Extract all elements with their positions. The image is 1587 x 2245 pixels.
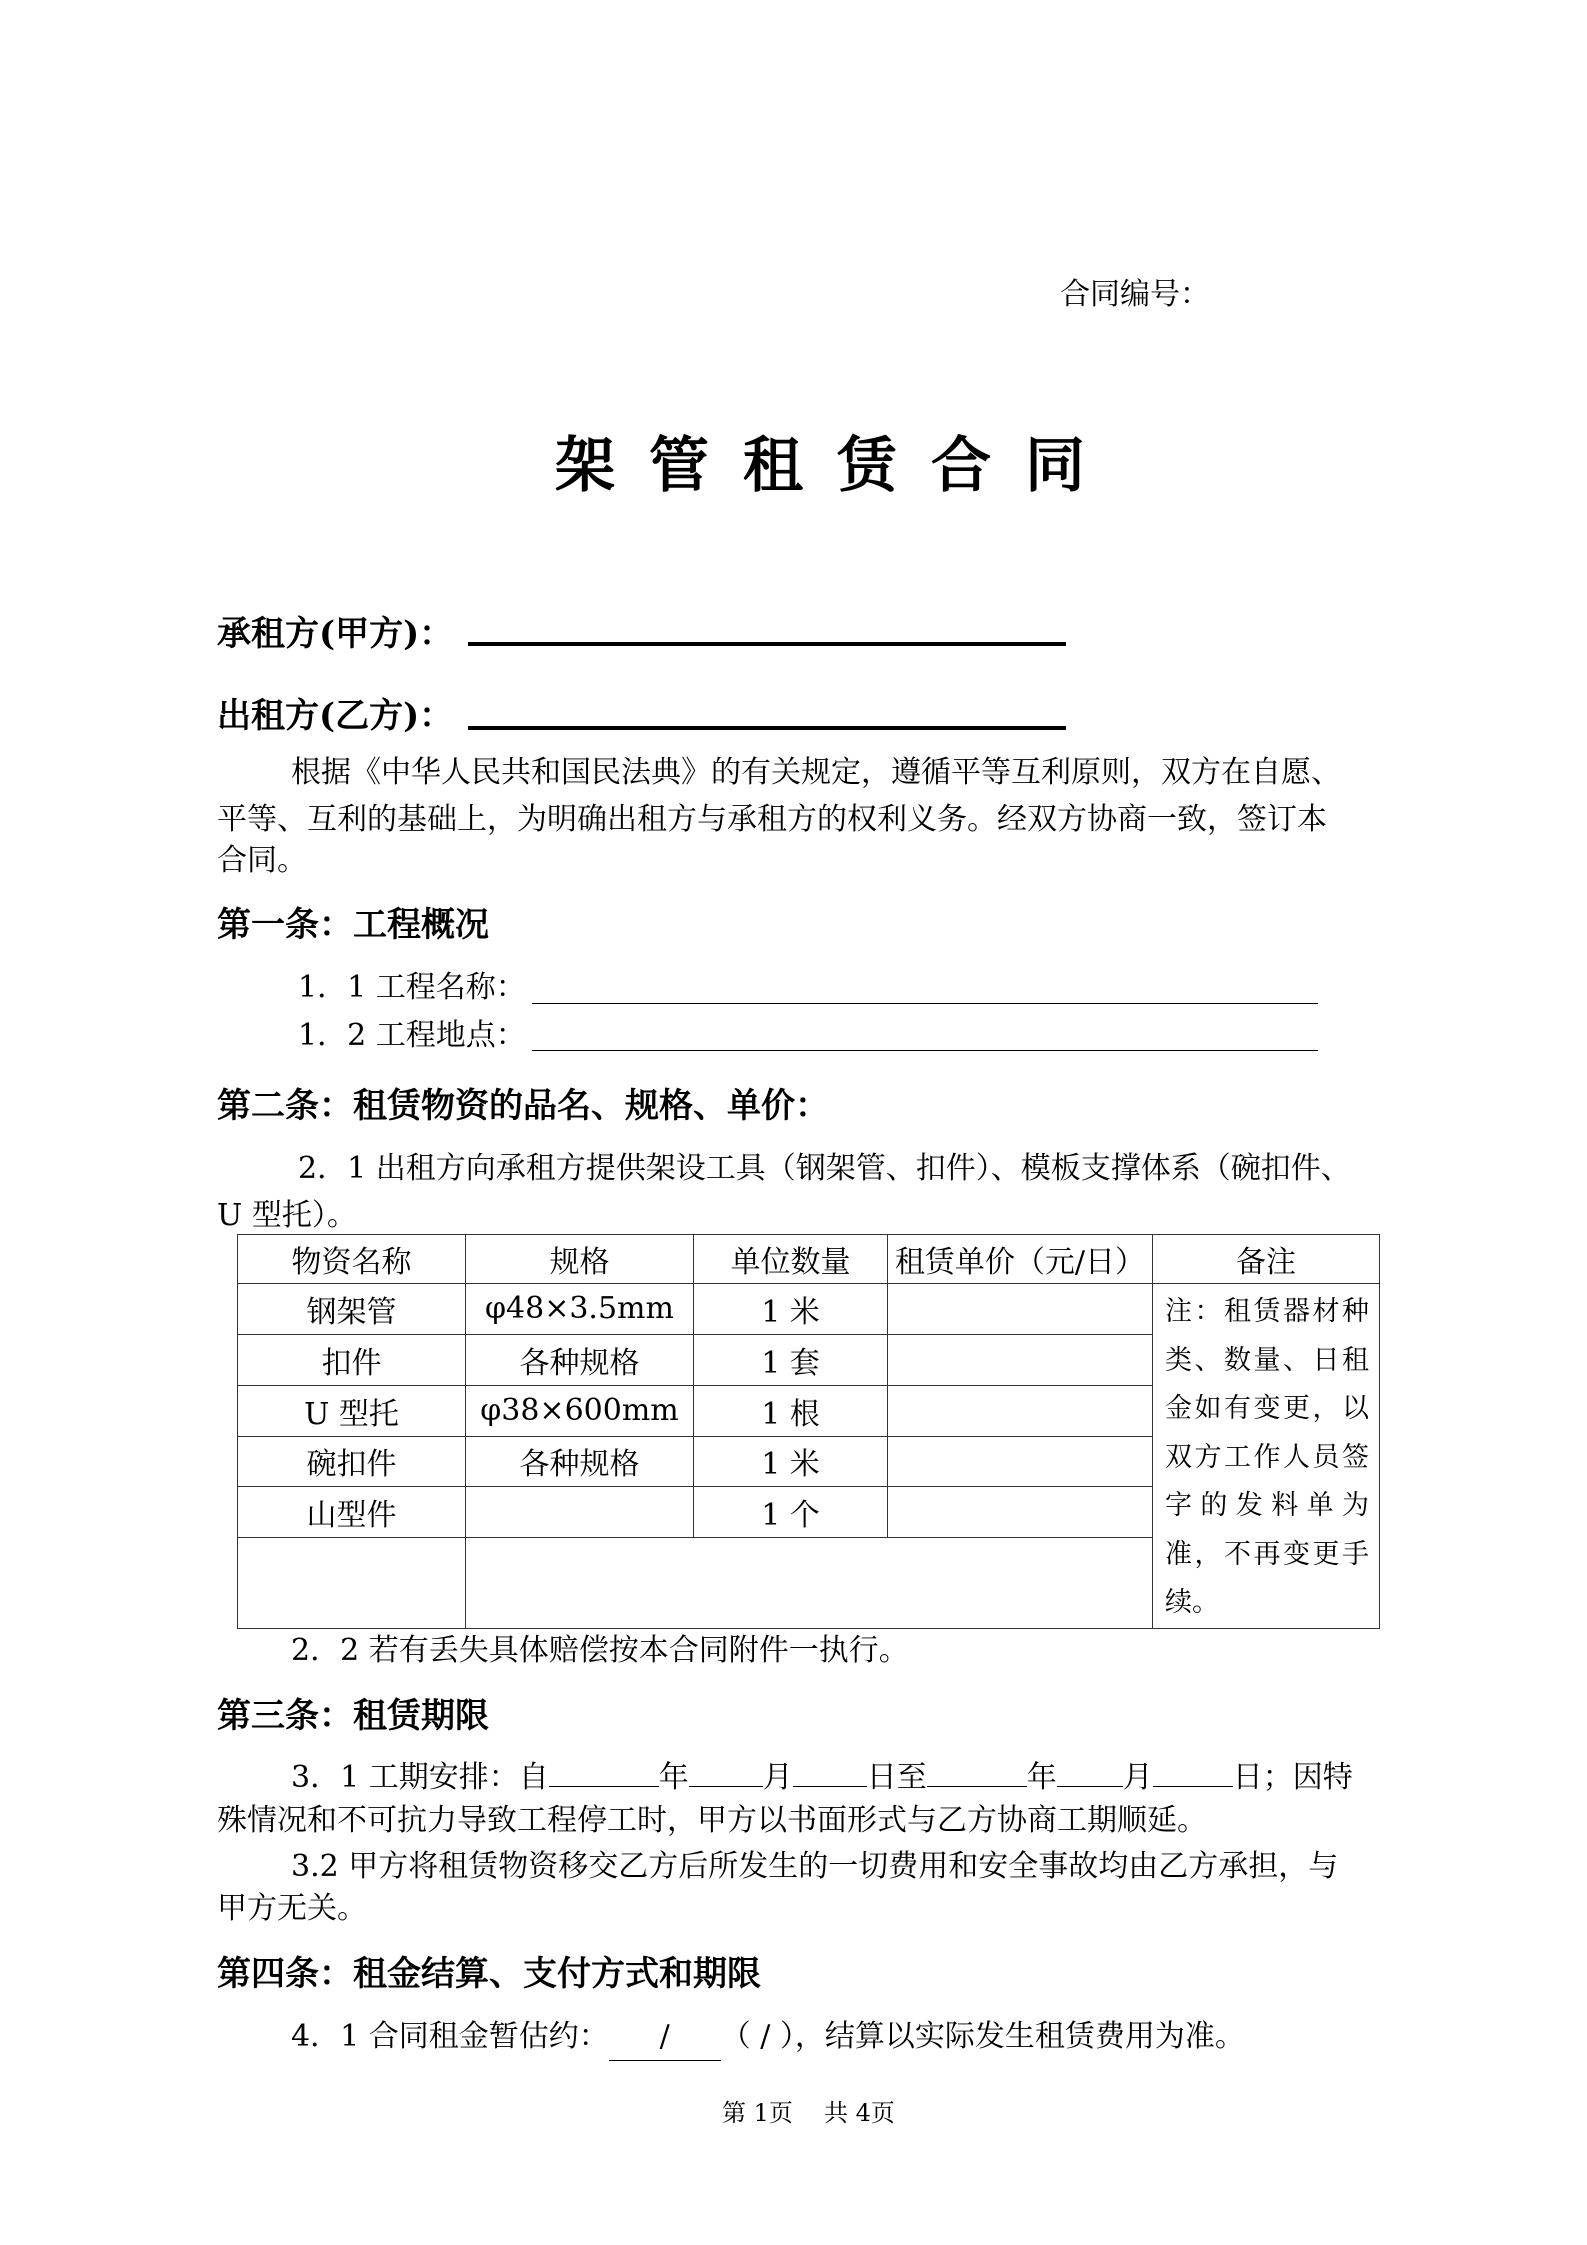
cell-unit: 1 米: [694, 1284, 888, 1335]
header-unit: 单位数量: [694, 1235, 888, 1284]
cell-empty-merged[interactable]: [466, 1538, 1153, 1628]
cell-unit-price[interactable]: [888, 1436, 1153, 1487]
cell-spec: 各种规格: [466, 1334, 694, 1385]
period-prefix: 3．1 工期安排：自: [291, 1760, 549, 1795]
rent-estimate-paren[interactable]: （ / ）: [720, 2019, 795, 2054]
intro-line-3: 合同。: [217, 843, 307, 878]
lessor-label: 出租方(乙方)：: [217, 696, 454, 736]
start-month-label: 月: [762, 1760, 793, 1795]
cell-spec: 各种规格: [466, 1436, 694, 1487]
project-name-blank[interactable]: [532, 1003, 1318, 1004]
header-spec: 规格: [466, 1235, 694, 1284]
table-row: [238, 1284, 1380, 1335]
article-3-item-2-line-2: 甲方无关。: [217, 1891, 367, 1926]
contract-number-label: 合同编号：: [1060, 277, 1210, 312]
start-year-label: 年: [658, 1760, 689, 1795]
cell-unit: 1 套: [694, 1334, 888, 1385]
cell-unit-price[interactable]: [888, 1334, 1153, 1385]
intro-line-1: 根据《中华人民共和国民法典》的有关规定，遵循平等互利原则，双方在自愿、: [291, 755, 1341, 790]
cell-spec[interactable]: [466, 1487, 694, 1538]
rent-estimate-prefix: 4．1 合同租金暂估约：: [291, 2019, 609, 2054]
cell-unit-price[interactable]: [888, 1385, 1153, 1436]
article-3-item-1-line-1: [291, 1755, 1353, 1801]
article-3-item-1-line-2: 殊情况和不可抗力导致工程停工时，甲方以书面形式与乙方协商工期顺延。: [217, 1803, 1207, 1838]
article-2-heading: 第二条：租赁物资的品名、规格、单价：: [217, 1086, 829, 1126]
start-month-blank[interactable]: [689, 1756, 763, 1787]
header-goods-name: 物资名称: [238, 1235, 466, 1284]
remarks-note: 注：租赁器材种类、数量、日租金如有变更，以双方工作人员签字的发料单为准，不再变更手续。: [1153, 1284, 1380, 1629]
header-unit-price: 租赁单价（元/日）: [888, 1235, 1153, 1284]
lessee-blank-line[interactable]: [468, 642, 1066, 646]
cell-goods-name: 山型件: [238, 1487, 466, 1538]
article-3-item-2-line-1: 3.2 甲方将租赁物资移交乙方后所发生的一切费用和安全事故均由乙方承担，与: [291, 1849, 1339, 1884]
end-year-blank[interactable]: [927, 1756, 1027, 1787]
end-month-label: 月: [1122, 1760, 1153, 1795]
article-1-heading: 第一条：工程概况: [217, 905, 489, 945]
document-title: 架管租赁合同: [555, 431, 1119, 501]
page-total: 共 4页: [824, 2099, 895, 2127]
article-2-item-1-line-1: 2．1 出租方向承租方提供架设工具（钢架管、扣件）、模板支撑体系（碗扣件、: [298, 1151, 1351, 1186]
table-header-row: [238, 1235, 1380, 1284]
end-year-label: 年: [1026, 1760, 1057, 1795]
cell-unit: 1 根: [694, 1385, 888, 1436]
cell-spec: φ48×3.5mm: [466, 1284, 694, 1335]
article-2-item-2: 2．2 若有丢失具体赔偿按本合同附件一执行。: [291, 1633, 909, 1668]
cell-empty-name[interactable]: [238, 1538, 466, 1628]
article-3-heading: 第三条：租赁期限: [217, 1696, 489, 1736]
article-1-item-2: 1．2 工程地点：: [298, 1018, 526, 1053]
rent-estimate-blank[interactable]: /: [609, 2014, 721, 2061]
cell-spec: φ38×600mm: [466, 1385, 694, 1436]
cell-unit-price[interactable]: [888, 1487, 1153, 1538]
article-2-item-1-line-2: U 型托）。: [217, 1198, 357, 1233]
end-day-blank[interactable]: [1153, 1756, 1233, 1787]
header-remarks: 备注: [1153, 1235, 1380, 1284]
rental-goods-table: [237, 1234, 1380, 1629]
cell-goods-name: 碗扣件: [238, 1436, 466, 1487]
start-year-blank[interactable]: [549, 1756, 659, 1787]
cell-unit-price[interactable]: [888, 1284, 1153, 1335]
cell-unit: 1 米: [694, 1436, 888, 1487]
intro-line-2: 平等、互利的基础上，为明确出租方与承租方的权利义务。经双方协商一致，签订本: [217, 802, 1327, 837]
page-number: 第 1页: [722, 2099, 793, 2127]
start-day-to-label: 日至: [866, 1760, 927, 1795]
lessee-label: 承租方(甲方)：: [217, 614, 454, 654]
lessor-blank-line[interactable]: [468, 726, 1066, 730]
period-tail: 日；因特: [1232, 1760, 1353, 1795]
article-1-item-1: 1．1 工程名称：: [298, 970, 526, 1005]
cell-unit: 1 个: [694, 1487, 888, 1538]
start-day-blank[interactable]: [793, 1756, 867, 1787]
article-4-heading: 第四条：租金结算、支付方式和期限: [217, 1954, 761, 1994]
cell-goods-name: U 型托: [238, 1385, 466, 1436]
project-location-blank[interactable]: [532, 1050, 1318, 1051]
end-month-blank[interactable]: [1057, 1756, 1123, 1787]
article-4-item-1: [291, 2014, 1245, 2061]
rent-estimate-tail: ，结算以实际发生租赁费用为准。: [794, 2019, 1245, 2054]
cell-goods-name: 钢架管: [238, 1284, 466, 1335]
cell-goods-name: 扣件: [238, 1334, 466, 1385]
